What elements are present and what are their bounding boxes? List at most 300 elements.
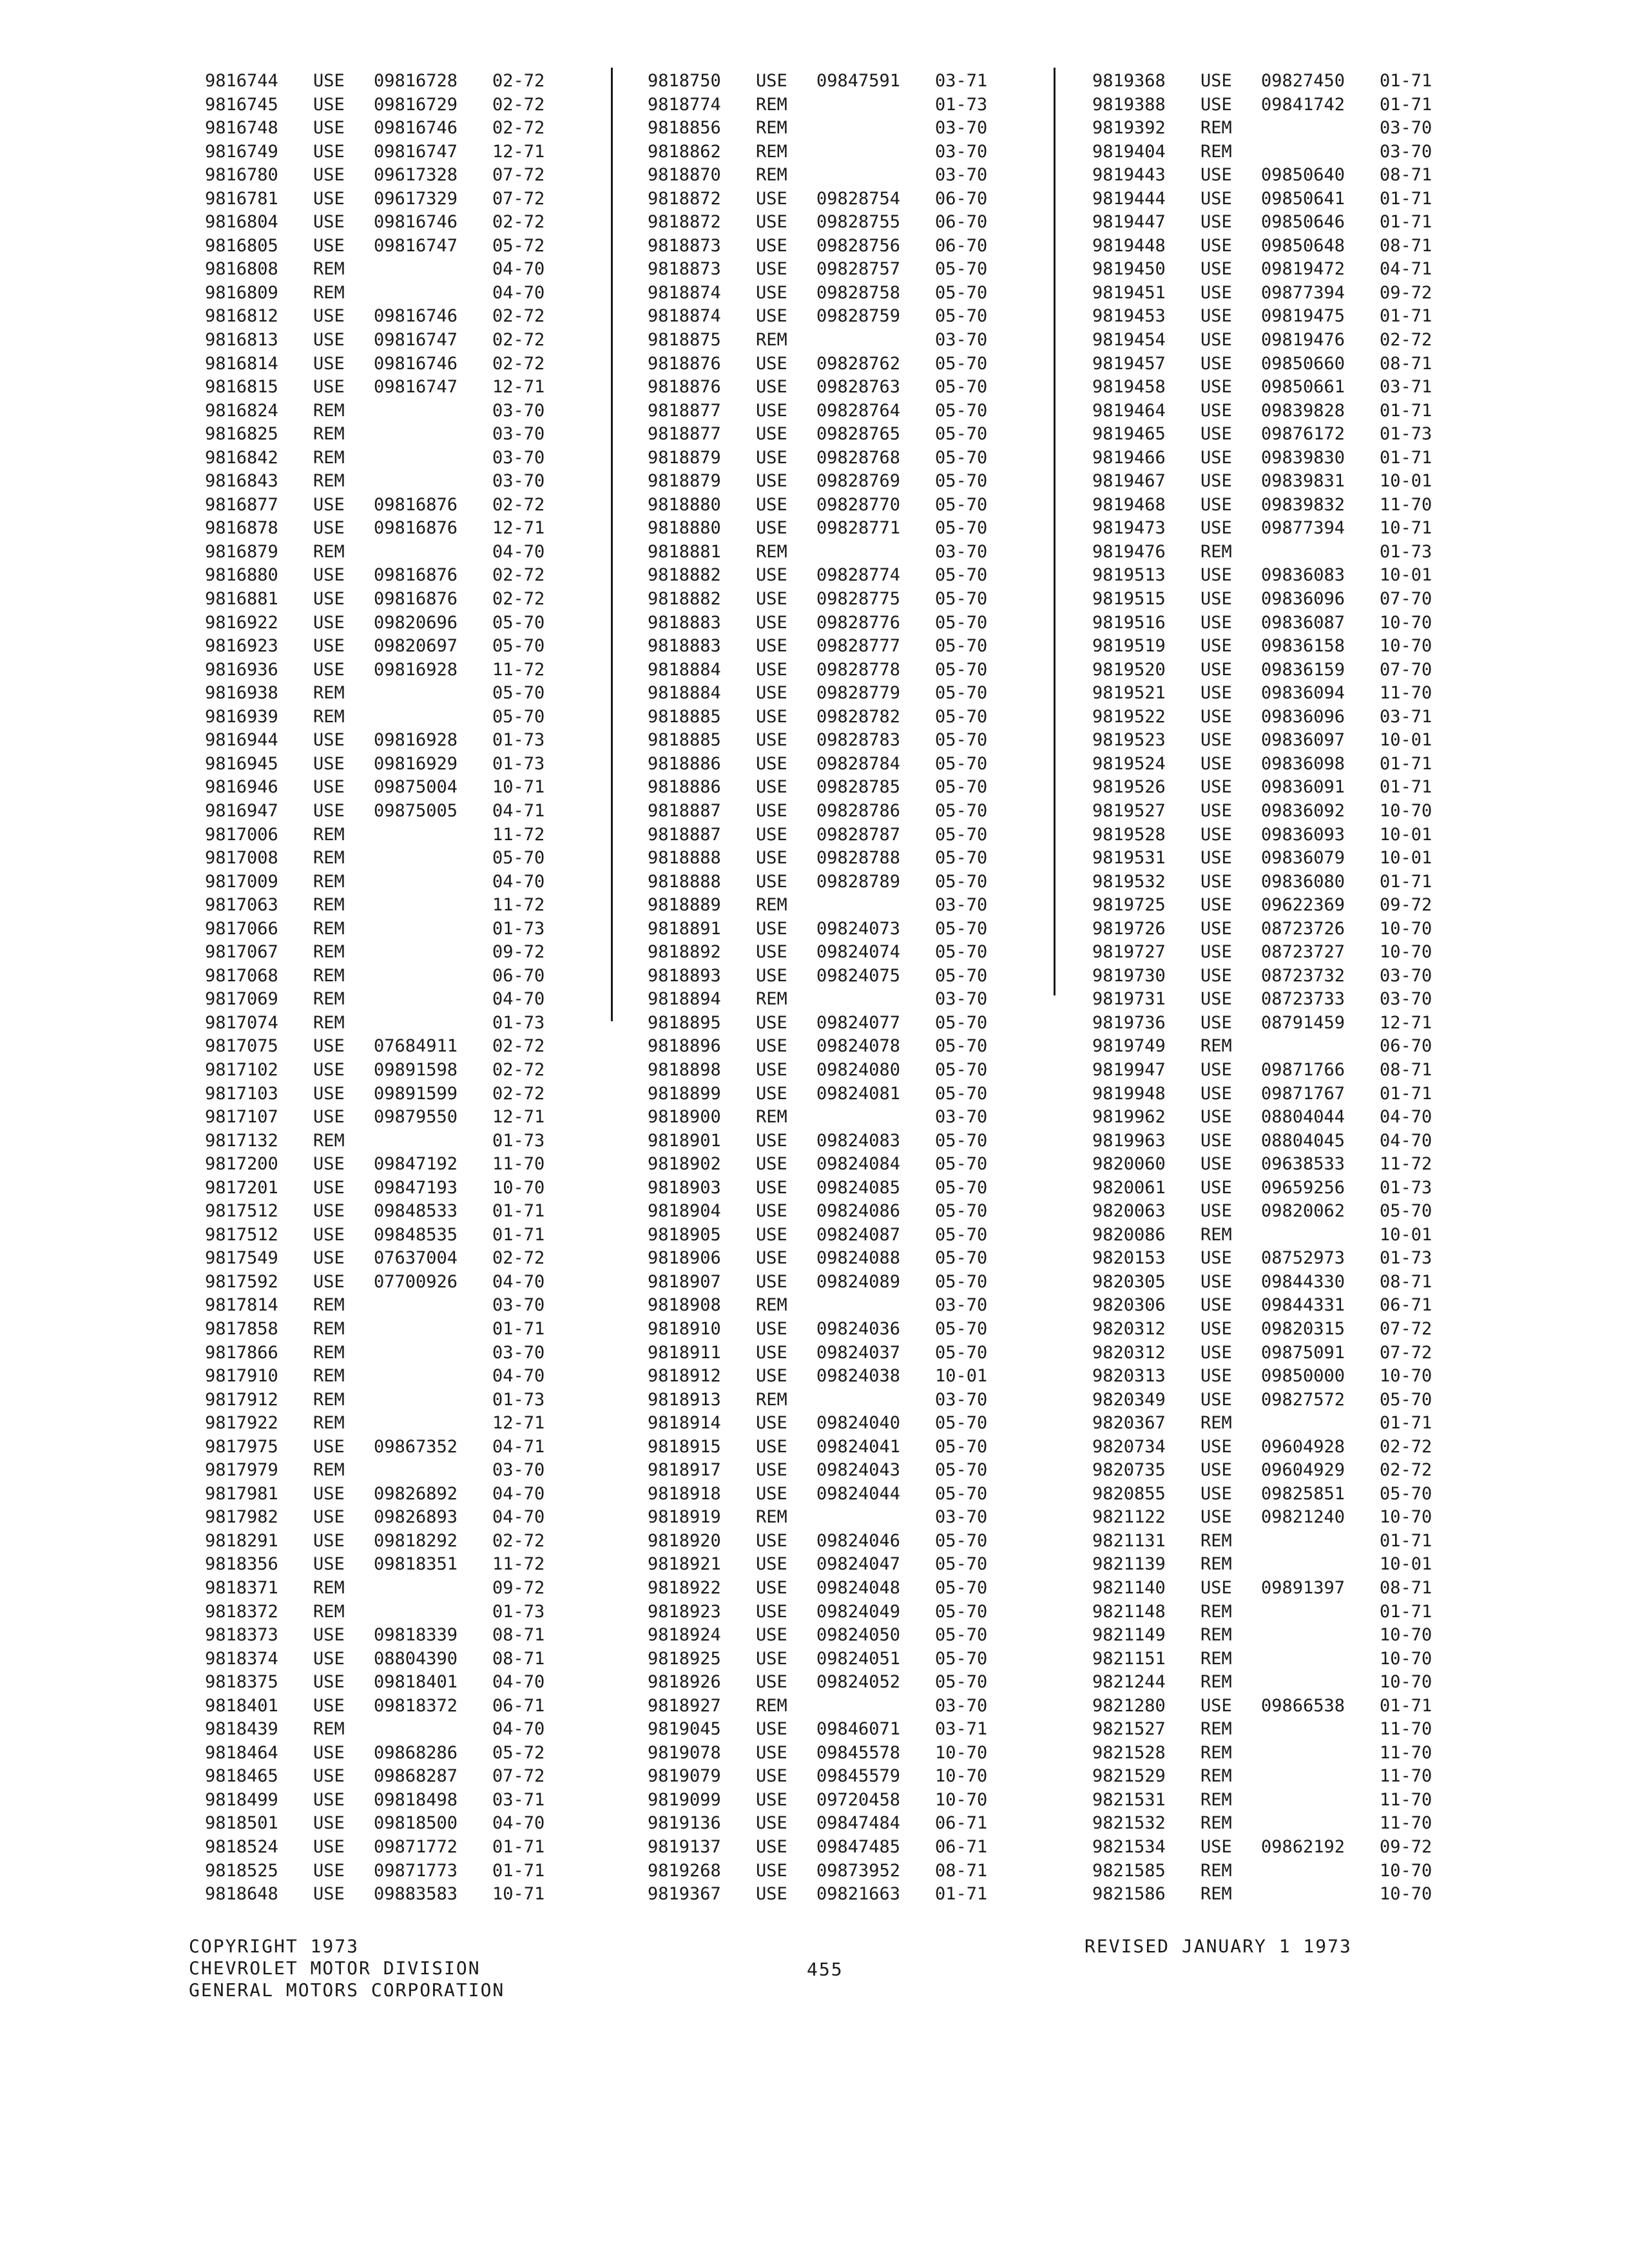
change-date: 02-72 — [492, 494, 545, 515]
part-number: 9820306 — [1092, 1295, 1166, 1316]
change-date: 01-71 — [1380, 94, 1432, 115]
part-number: 9816923 — [205, 636, 278, 657]
action-code: USE — [1200, 942, 1232, 963]
table-row — [648, 1200, 1021, 1224]
action-code: USE — [1200, 1154, 1232, 1175]
action-code: USE — [1200, 1248, 1232, 1269]
action-code: REM — [1200, 1554, 1232, 1575]
action-code: USE — [756, 730, 787, 751]
table-row — [648, 1318, 1021, 1341]
change-date: 02-72 — [492, 212, 545, 233]
table-row — [205, 1012, 579, 1035]
part-number: 9819448 — [1092, 235, 1166, 256]
change-date: 01-71 — [492, 1201, 545, 1222]
part-number: 9819473 — [1092, 518, 1166, 539]
change-date: 09-72 — [1380, 282, 1432, 303]
action-code: USE — [1200, 1271, 1232, 1292]
table-row — [205, 517, 579, 541]
action-code: USE — [1200, 259, 1232, 280]
change-date: 03-70 — [1380, 965, 1432, 986]
replacement-part-number: 09826893 — [374, 1507, 458, 1528]
action-code: USE — [1200, 188, 1232, 209]
replacement-part-number: 08723733 — [1261, 989, 1345, 1010]
replacement-part-number: 09824049 — [816, 1601, 901, 1622]
action-code: USE — [756, 612, 787, 633]
action-code: REM — [313, 541, 345, 562]
part-number: 9818902 — [648, 1154, 721, 1175]
change-date: 10-70 — [1380, 636, 1432, 657]
table-row — [205, 470, 579, 494]
action-code: USE — [756, 1318, 787, 1339]
table-row — [205, 1271, 579, 1294]
replacement-part-number: 09836083 — [1261, 565, 1345, 586]
change-date: 10-70 — [935, 1742, 988, 1763]
action-code: USE — [1200, 1083, 1232, 1104]
action-code: REM — [756, 989, 787, 1010]
part-number: 9819078 — [648, 1742, 721, 1763]
part-number: 9816945 — [205, 753, 278, 774]
table-row — [205, 729, 579, 753]
change-date: 10-70 — [1380, 918, 1432, 939]
part-number: 9818891 — [648, 918, 721, 939]
table-row — [648, 1718, 1021, 1742]
change-date: 10-70 — [935, 1766, 988, 1787]
action-code: USE — [756, 942, 787, 963]
replacement-part-number: 09821663 — [816, 1884, 901, 1905]
change-date: 05-70 — [935, 282, 988, 303]
change-date: 01-71 — [1380, 1695, 1432, 1716]
part-number: 9819137 — [648, 1837, 721, 1858]
replacement-part-number: 09828757 — [816, 259, 901, 280]
part-number: 9818877 — [648, 400, 721, 421]
part-number: 9819476 — [1092, 541, 1166, 562]
part-number: 9818750 — [648, 71, 721, 91]
part-number: 9818915 — [648, 1436, 721, 1457]
change-date: 11-70 — [1380, 1719, 1432, 1740]
table-row — [648, 399, 1021, 423]
table-row — [205, 1436, 579, 1459]
table-row — [205, 352, 579, 376]
change-date: 02-72 — [492, 71, 545, 91]
action-code: USE — [756, 1224, 787, 1245]
table-row — [205, 1553, 579, 1577]
replacement-part-number: 09845578 — [816, 1742, 901, 1763]
table-row — [205, 1082, 579, 1106]
table-row — [648, 1436, 1021, 1459]
part-number: 9819458 — [1092, 377, 1166, 398]
part-number: 9816879 — [205, 541, 278, 562]
action-code: USE — [313, 212, 345, 233]
table-row — [1092, 329, 1466, 352]
replacement-part-number: 09824087 — [816, 1224, 901, 1245]
action-code: USE — [756, 1083, 787, 1104]
table-row — [648, 1106, 1021, 1129]
replacement-part-number: 09824052 — [816, 1672, 901, 1693]
change-date: 05-70 — [935, 306, 988, 327]
action-code: USE — [313, 565, 345, 586]
change-date: 05-70 — [935, 1554, 988, 1575]
action-code: USE — [756, 1271, 787, 1292]
change-date: 03-70 — [935, 118, 988, 139]
table-row — [1092, 282, 1466, 305]
action-code: REM — [756, 330, 787, 351]
action-code: USE — [756, 1413, 787, 1434]
table-row — [1092, 1389, 1466, 1412]
change-date: 05-70 — [935, 871, 988, 892]
replacement-part-number: 09604928 — [1261, 1436, 1345, 1457]
action-code: USE — [1200, 1483, 1232, 1504]
part-number: 9818499 — [205, 1789, 278, 1810]
table-row — [205, 494, 579, 517]
action-code: USE — [313, 1271, 345, 1292]
table-row — [205, 823, 579, 847]
table-row — [205, 1459, 579, 1483]
change-date: 01-73 — [1380, 541, 1432, 562]
action-code: USE — [756, 1530, 787, 1551]
action-code: USE — [756, 848, 787, 869]
action-code: USE — [756, 589, 787, 610]
replacement-part-number: 09836087 — [1261, 612, 1345, 633]
replacement-part-number: 09828762 — [816, 353, 901, 374]
replacement-part-number: 09820315 — [1261, 1318, 1345, 1339]
part-number: 9817592 — [205, 1271, 278, 1292]
table-row — [648, 352, 1021, 376]
replacement-part-number: 09622369 — [1261, 895, 1345, 916]
replacement-part-number: 09824046 — [816, 1530, 901, 1551]
part-number: 9819099 — [648, 1789, 721, 1810]
change-date: 12-71 — [492, 1413, 545, 1434]
replacement-part-number: 09816746 — [374, 353, 458, 374]
change-date: 03-70 — [1380, 141, 1432, 162]
change-date: 09-72 — [492, 1578, 545, 1598]
change-date: 04-70 — [492, 1271, 545, 1292]
part-number: 9818876 — [648, 353, 721, 374]
change-date: 06-71 — [1380, 1295, 1432, 1316]
part-number: 9818920 — [648, 1530, 721, 1551]
replacement-part-number: 09828763 — [816, 377, 901, 398]
replacement-part-number: 09828776 — [816, 612, 901, 633]
action-code: USE — [756, 1248, 787, 1269]
replacement-part-number: 09828786 — [816, 800, 901, 821]
part-number: 9816781 — [205, 188, 278, 209]
part-number: 9820312 — [1092, 1318, 1166, 1339]
part-number: 9818919 — [648, 1507, 721, 1528]
part-number: 9818524 — [205, 1837, 278, 1858]
table-row — [205, 1789, 579, 1812]
change-date: 06-71 — [492, 1695, 545, 1716]
action-code: REM — [313, 424, 345, 445]
part-number: 9816877 — [205, 494, 278, 515]
replacement-part-number: 09836158 — [1261, 636, 1345, 657]
replacement-part-number: 09846071 — [816, 1719, 901, 1740]
part-number: 9818926 — [648, 1672, 721, 1693]
change-date: 05-70 — [935, 1342, 988, 1363]
table-row — [1092, 541, 1466, 564]
replacement-part-number: 09848535 — [374, 1224, 458, 1245]
action-code: REM — [313, 1366, 345, 1387]
table-row — [1092, 753, 1466, 776]
change-date: 05-70 — [935, 1672, 988, 1693]
change-date: 10-70 — [935, 1789, 988, 1810]
part-number: 9818501 — [205, 1813, 278, 1834]
action-code: USE — [756, 1177, 787, 1198]
part-number: 9819516 — [1092, 612, 1166, 633]
table-row — [1092, 423, 1466, 447]
action-code: REM — [756, 118, 787, 139]
change-date: 01-73 — [492, 1130, 545, 1151]
part-number: 9817912 — [205, 1389, 278, 1410]
part-number: 9818910 — [648, 1318, 721, 1339]
change-date: 05-70 — [935, 1059, 988, 1080]
part-number: 9816749 — [205, 141, 278, 162]
part-number: 9818886 — [648, 753, 721, 774]
action-code: USE — [313, 777, 345, 798]
replacement-part-number: 09850640 — [1261, 165, 1345, 186]
table-row — [1092, 1224, 1466, 1247]
table-row — [1092, 1412, 1466, 1436]
action-code: REM — [1200, 541, 1232, 562]
replacement-part-number: 09850661 — [1261, 377, 1345, 398]
replacement-part-number: 09839828 — [1261, 400, 1345, 421]
change-date: 01-73 — [1380, 424, 1432, 445]
change-date: 08-71 — [1380, 1578, 1432, 1598]
replacement-part-number: 09828778 — [816, 659, 901, 680]
table-row — [648, 164, 1021, 187]
change-date: 01-73 — [1380, 1177, 1432, 1198]
action-code: USE — [756, 1719, 787, 1740]
change-date: 05-70 — [935, 1601, 988, 1622]
change-date: 07-72 — [492, 165, 545, 186]
table-row — [648, 187, 1021, 211]
action-code: USE — [756, 1059, 787, 1080]
change-date: 10-70 — [1380, 942, 1432, 963]
action-code: REM — [1200, 1789, 1232, 1810]
table-row — [648, 658, 1021, 682]
part-number: 9817549 — [205, 1248, 278, 1269]
change-date: 06-70 — [1380, 1036, 1432, 1057]
table-row — [1092, 1553, 1466, 1577]
change-date: 05-70 — [935, 800, 988, 821]
replacement-part-number: 09816928 — [374, 730, 458, 751]
replacement-part-number: 09824088 — [816, 1248, 901, 1269]
change-date: 03-71 — [1380, 377, 1432, 398]
part-number: 9821529 — [1092, 1766, 1166, 1787]
part-number: 9819457 — [1092, 353, 1166, 374]
action-code: USE — [313, 1789, 345, 1810]
replacement-part-number: 09891598 — [374, 1059, 458, 1080]
table-row — [205, 1294, 579, 1318]
change-date: 03-70 — [935, 1295, 988, 1316]
table-row — [648, 1648, 1021, 1671]
change-date: 02-72 — [1380, 1436, 1432, 1457]
table-row — [648, 447, 1021, 470]
table-row — [648, 1153, 1021, 1177]
replacement-part-number: 09816876 — [374, 589, 458, 610]
action-code: USE — [756, 706, 787, 727]
table-row — [1092, 1129, 1466, 1153]
part-number: 9817009 — [205, 871, 278, 892]
change-date: 10-01 — [1380, 471, 1432, 492]
table-row — [1092, 93, 1466, 117]
change-date: 01-71 — [1380, 871, 1432, 892]
table-row — [205, 305, 579, 329]
action-code: USE — [756, 188, 787, 209]
part-number: 9818884 — [648, 659, 721, 680]
replacement-part-number: 09828754 — [816, 188, 901, 209]
change-date: 01-71 — [1380, 71, 1432, 91]
action-code: REM — [756, 94, 787, 115]
table-row — [1092, 1742, 1466, 1765]
change-date: 07-72 — [492, 188, 545, 209]
table-row — [1092, 1153, 1466, 1177]
part-number: 9817008 — [205, 848, 278, 869]
action-code: REM — [313, 259, 345, 280]
replacement-part-number: 09720458 — [816, 1789, 901, 1810]
part-number: 9818901 — [648, 1130, 721, 1151]
replacement-part-number: 09824078 — [816, 1036, 901, 1057]
table-row — [648, 517, 1021, 541]
action-code: REM — [1200, 1742, 1232, 1763]
replacement-part-number: 09847484 — [816, 1813, 901, 1834]
column-divider-2 — [1054, 68, 1055, 995]
change-date: 01-71 — [1380, 400, 1432, 421]
table-row — [205, 1600, 579, 1624]
change-date: 03-71 — [1380, 706, 1432, 727]
table-row — [648, 1247, 1021, 1271]
part-number: 9818914 — [648, 1413, 721, 1434]
action-code: USE — [756, 282, 787, 303]
table-row — [1092, 918, 1466, 941]
table-row — [1092, 117, 1466, 140]
replacement-part-number: 09818498 — [374, 1789, 458, 1810]
change-date: 04-70 — [492, 871, 545, 892]
part-number: 9819523 — [1092, 730, 1166, 751]
change-date: 01-71 — [1380, 1083, 1432, 1104]
part-number: 9818921 — [648, 1554, 721, 1575]
part-number: 9820735 — [1092, 1460, 1166, 1481]
action-code: REM — [313, 706, 345, 727]
change-date: 03-71 — [935, 1719, 988, 1740]
action-code: USE — [1200, 1177, 1232, 1198]
change-date: 05-70 — [935, 1083, 988, 1104]
part-number: 9818525 — [205, 1860, 278, 1881]
table-row — [648, 93, 1021, 117]
replacement-part-number: 09850641 — [1261, 188, 1345, 209]
replacement-part-number: 09828770 — [816, 494, 901, 515]
action-code: USE — [313, 636, 345, 657]
page-number: 455 — [807, 1959, 843, 1980]
part-number: 9818882 — [648, 565, 721, 586]
table-row — [205, 258, 579, 282]
table-row — [1092, 1341, 1466, 1365]
change-date: 04-70 — [492, 1483, 545, 1504]
table-row — [205, 564, 579, 588]
table-row — [648, 564, 1021, 588]
change-date: 10-70 — [1380, 1672, 1432, 1693]
table-row — [205, 140, 579, 164]
part-number: 9816813 — [205, 330, 278, 351]
part-number: 9818888 — [648, 848, 721, 869]
table-row — [205, 1389, 579, 1412]
replacement-part-number: 09824037 — [816, 1342, 901, 1363]
part-number: 9819464 — [1092, 400, 1166, 421]
change-date: 05-70 — [935, 1483, 988, 1504]
replacement-part-number: 09850646 — [1261, 212, 1345, 233]
action-code: REM — [313, 942, 345, 963]
action-code: USE — [756, 1742, 787, 1763]
change-date: 11-70 — [1380, 1813, 1432, 1834]
action-code: USE — [1200, 330, 1232, 351]
part-number: 9817512 — [205, 1224, 278, 1245]
part-number: 9819268 — [648, 1860, 721, 1881]
part-number: 9821148 — [1092, 1601, 1166, 1622]
part-number: 9817910 — [205, 1366, 278, 1387]
change-date: 04-70 — [492, 1672, 545, 1693]
replacement-part-number: 07684911 — [374, 1036, 458, 1057]
table-row — [205, 1247, 579, 1271]
change-date: 05-70 — [935, 1177, 988, 1198]
table-row — [648, 470, 1021, 494]
part-number: 9821528 — [1092, 1742, 1166, 1763]
table-row — [648, 1412, 1021, 1436]
table-row — [205, 447, 579, 470]
table-row — [205, 1860, 579, 1883]
replacement-part-number: 09836092 — [1261, 800, 1345, 821]
replacement-part-number: 09818292 — [374, 1530, 458, 1551]
replacement-part-number: 09824043 — [816, 1460, 901, 1481]
table-row — [1092, 399, 1466, 423]
action-code: USE — [313, 118, 345, 139]
change-date: 01-71 — [492, 1224, 545, 1245]
table-row — [205, 1577, 579, 1600]
action-code: USE — [313, 1766, 345, 1787]
table-row — [205, 658, 579, 682]
change-date: 02-72 — [492, 306, 545, 327]
table-row — [648, 988, 1021, 1012]
change-date: 05-70 — [935, 1012, 988, 1033]
part-number: 9817201 — [205, 1177, 278, 1198]
table-row — [1092, 447, 1466, 470]
action-code: USE — [1200, 636, 1232, 657]
part-number: 9820061 — [1092, 1177, 1166, 1198]
part-number: 9818884 — [648, 683, 721, 704]
table-row — [648, 1553, 1021, 1577]
action-code: REM — [313, 1318, 345, 1339]
part-number: 9819524 — [1092, 753, 1166, 774]
part-number: 9819404 — [1092, 141, 1166, 162]
replacement-part-number: 09816876 — [374, 565, 458, 586]
change-date: 05-70 — [935, 1201, 988, 1222]
change-date: 04-70 — [492, 1719, 545, 1740]
replacement-part-number: 09824038 — [816, 1366, 901, 1387]
change-date: 11-72 — [492, 1554, 545, 1575]
part-number: 9819468 — [1092, 494, 1166, 515]
change-date: 08-71 — [935, 1860, 988, 1881]
replacement-part-number: 07700926 — [374, 1271, 458, 1292]
table-row — [1092, 470, 1466, 494]
table-row — [1092, 1271, 1466, 1294]
action-code: USE — [313, 330, 345, 351]
change-date: 11-70 — [1380, 1789, 1432, 1810]
change-date: 10-70 — [1380, 1648, 1432, 1669]
table-row — [205, 1836, 579, 1860]
replacement-part-number: 09828769 — [816, 471, 901, 492]
table-row — [205, 187, 579, 211]
action-code: REM — [1200, 1224, 1232, 1245]
change-date: 05-70 — [935, 1436, 988, 1457]
part-number: 9821534 — [1092, 1837, 1166, 1858]
part-number: 9816938 — [205, 683, 278, 704]
